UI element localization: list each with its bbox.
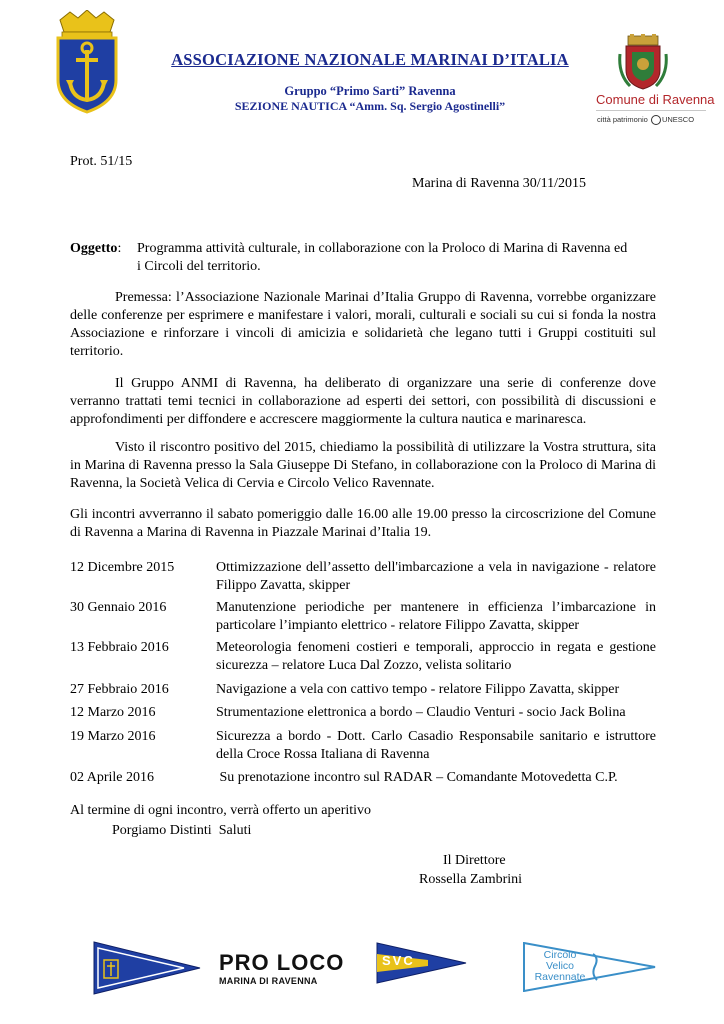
unesco-label: UNESCO (661, 115, 695, 124)
schedule-description: Meteorologia fenomeni costieri e temporali, approccio in regata e gestione sicurezza – relatore Luca Dal Zozzo, velista solitario (216, 640, 656, 673)
group-name: Gruppo “Primo Sarti” Ravenna (284, 84, 456, 98)
comune-name: Comune di Ravenna (596, 92, 715, 107)
schedule-date: 12 Marzo 2016 (70, 705, 156, 720)
comune-divider (596, 110, 706, 111)
paragraph-incontri: Gli incontri avverranno il sabato pomeriggio dalle 16.00 alle 19.00 presso la circoscrizione del Comune di Ravenna a Marina di Ravenna in Piazzale Marinai d’Italia 19. (70, 507, 656, 540)
signature-role: Il Direttore (443, 853, 506, 868)
svc-pennant-logo (376, 942, 468, 984)
cvr-line-3: Ravennate (534, 971, 586, 983)
closing-aperitivo: Al termine di ogni incontro, verrà offerto un aperitivo (70, 803, 372, 818)
svc-text: SVC (382, 953, 415, 968)
unesco-icon (651, 115, 661, 125)
schedule-description: Su prenotazione incontro sul RADAR – Comandante Motovedetta C.P. (216, 770, 618, 785)
cvr-line-1: Circolo (543, 949, 577, 961)
schedule-date: 19 Marzo 2016 (70, 729, 156, 744)
schedule-description: Manutenzione periodiche per mantenere in efficienza l’imbarcazione in particolare l’impianto elettrico - relatore Filippo Zavatta, skipper (216, 600, 656, 633)
schedule-description: Strumentazione elettronica a bordo – Claudio Venturi - socio Jack Bolina (216, 705, 626, 720)
signature-name: Rossella Zambrini (419, 872, 523, 887)
comune-tagline (597, 115, 694, 125)
cvr-line-2: Velico (545, 960, 575, 972)
proloco-title: PRO LOCO (219, 950, 345, 975)
proloco-logo (219, 950, 344, 986)
subject-line-1: Programma attività culturale, in collaborazione con la Proloco di Marina di Ravenna ed (137, 241, 628, 256)
schedule-date: 13 Febbraio 2016 (70, 640, 169, 655)
subject-line-2: i Circoli del territorio. (137, 259, 261, 274)
subject-label (70, 240, 121, 258)
schedule-description: Navigazione a vela con cattivo tempo - relatore Filippo Zavatta, skipper (216, 682, 620, 697)
subject-label-text: Oggetto (70, 241, 118, 256)
paragraph-anmi: Il Gruppo ANMI di Ravenna, ha deliberato di organizzare una serie di conferenze dove verranno trattati temi tecnici in collaborazione ad esperti dei settori, con possibilità di discussioni e approfondimenti per diffondere e accrescere maggiormente la cultura nautica e marinaresca. (70, 376, 656, 427)
schedule-date: 12 Dicembre 2015 (70, 560, 175, 575)
schedule-description: Sicurezza a bordo - Dott. Carlo Casadio Responsabile sanitario e istruttore della Croce Rossa Italiana di Ravenna (216, 729, 656, 762)
circolo-velico-pennant-logo (523, 942, 657, 992)
nautical-section-name: SEZIONE NAUTICA “Amm. Sq. Sergio Agostinelli” (234, 99, 506, 113)
association-title: ASSOCIAZIONE NAZIONALE MARINAI D’ITALIA (171, 50, 569, 69)
subject-colon: : (117, 241, 122, 256)
cvr-text (529, 950, 591, 983)
proloco-subtitle: MARINA DI RAVENNA (219, 976, 318, 986)
tagline-text: città patrimonio (597, 115, 648, 124)
place-date: Marina di Ravenna 30/11/2015 (412, 176, 587, 191)
protocol-number: Prot. 51/15 (70, 154, 133, 169)
schedule-date: 30 Gennaio 2016 (70, 600, 167, 615)
anmi-pennant-logo (92, 940, 202, 996)
schedule-date: 02 Aprile 2016 (70, 770, 154, 785)
anmi-crest-logo (50, 10, 124, 114)
schedule-description: Ottimizzazione dell’assetto dell'imbarcazione a vela in navigazione - relatore Filippo Zavatta, skipper (216, 560, 656, 593)
closing-greeting: Porgiamo Distinti Saluti (112, 823, 252, 838)
paragraph-visto: Visto il riscontro positivo del 2015, chiediamo la possibilità di utilizzare la Vostra struttura, sita in Marina di Ravenna presso la Sala Giuseppe Di Stefano, in collaborazione con la Proloco di Marina di Ravenna, la Società Velica di Cervia e Circolo Velico Ravennate. (70, 440, 656, 491)
comune-ravenna-crest-logo (618, 34, 668, 90)
subject-text (137, 240, 677, 276)
paragraph-premessa: Premessa: l’Associazione Nazionale Marinai d’Italia Gruppo di Ravenna, vorrebbe organizzare delle conferenze per esprimere e manifestare i valori, morali, culturali e sociali su cui si fonda la nostra Associazione e rinforzare i vincoli di amicizia e solidarietà che legano tutti i Gruppi costituiti sul territorio. (70, 290, 656, 359)
schedule-date: 27 Febbraio 2016 (70, 682, 169, 697)
